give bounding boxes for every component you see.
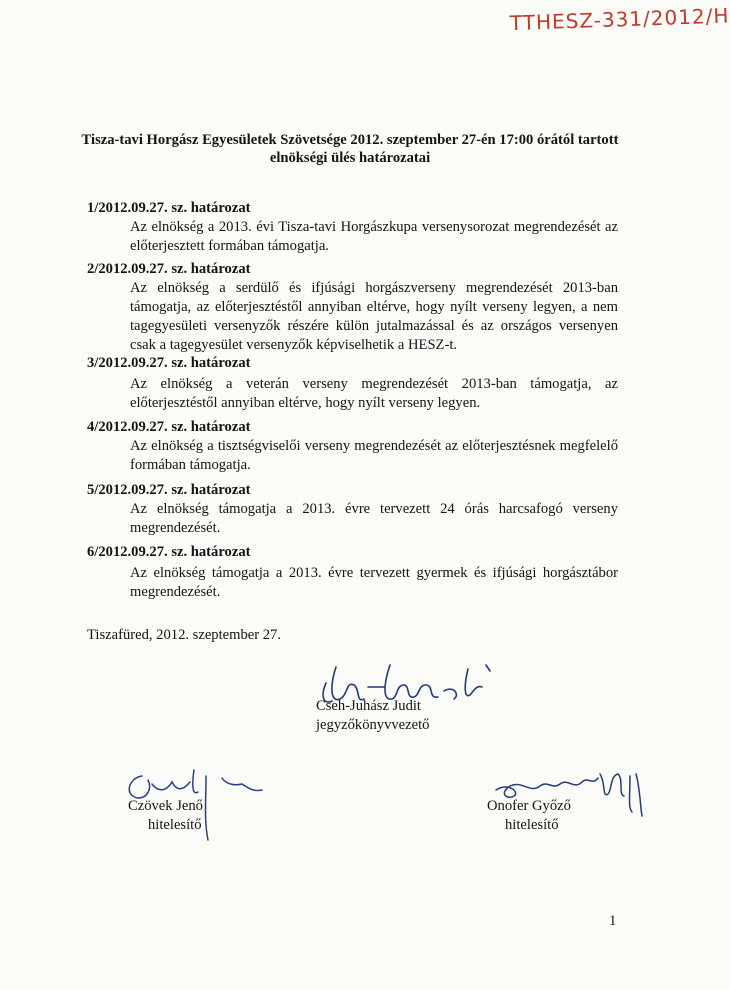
decision-text-3: Az elnökség a veterán verseny megrendezését 2013-ban támogatja, az előterjesztéstől annyiban eltérve, hogy nyílt verseny legyen.	[130, 376, 618, 411]
decision-text-1: Az elnökség a 2013. évi Tisza-tavi Horgászkupa versenysorozat megrendezését az előterjesztett formában támogatja.	[130, 219, 618, 254]
decision-text-4: Az elnökség a tisztségviselői verseny megrendezését az előterjesztésnek megfelelő formában támogatja.	[130, 438, 618, 473]
decision-text-6: Az elnökség támogatja a 2013. évre tervezett gyermek és ifjúsági horgásztábor megrendezését.	[130, 565, 618, 600]
right-verifier-signature-block	[487, 797, 571, 835]
secretary-name: Cseh-Juhász Judit	[316, 698, 421, 714]
left-verifier-name: Czövek Jenő	[128, 798, 203, 814]
decision-heading-5: 5/2012.09.27. sz. határozat	[87, 482, 251, 498]
place-date: Tiszafüred, 2012. szeptember 27.	[87, 627, 282, 643]
title-line-2: elnökségi ülés határozatai	[269, 150, 431, 166]
decision-heading-3: 3/2012.09.27. sz. határozat	[87, 355, 251, 371]
secretary-signature-block	[316, 697, 429, 735]
secretary-role: jegyzőkönyvvezető	[316, 717, 430, 733]
decision-heading-4: 4/2012.09.27. sz. határozat	[87, 419, 251, 435]
right-verifier-name: Onofer Győző	[487, 798, 571, 814]
title-line-1: Tisza-tavi Horgász Egyesületek Szövetsége 2012. szeptember 27-én 17:00 órától tartott	[81, 132, 619, 148]
decision-heading-1: 1/2012.09.27. sz. határozat	[87, 200, 251, 216]
decision-text-5: Az elnökség támogatja a 2013. évre tervezett 24 órás harcsafogó verseny megrendezését.	[130, 501, 618, 536]
page-number: 1	[609, 913, 617, 929]
decision-heading-6: 6/2012.09.27. sz. határozat	[87, 544, 251, 560]
left-verifier-signature-block	[128, 797, 203, 835]
decision-text-2: Az elnökség a serdülő és ifjúsági horgászverseny megrendezését 2013-ban támogatja, az előterjesztéstől annyiban eltérve, hogy nyílt verseny legyen, a nem tagegyesületi versenyzők részére külön jutalmazással és az országos versenyen csak a tagegyesület versenyzők képviselhetik a HESZ-t.	[130, 280, 618, 353]
left-verifier-role: hitelesítő	[148, 817, 202, 833]
decision-heading-2: 2/2012.09.27. sz. határozat	[87, 261, 251, 277]
handwritten-reference-number: TTHESZ-331/2012/H	[509, 3, 730, 36]
document-title	[60, 131, 640, 167]
right-verifier-role: hitelesítő	[505, 817, 559, 833]
